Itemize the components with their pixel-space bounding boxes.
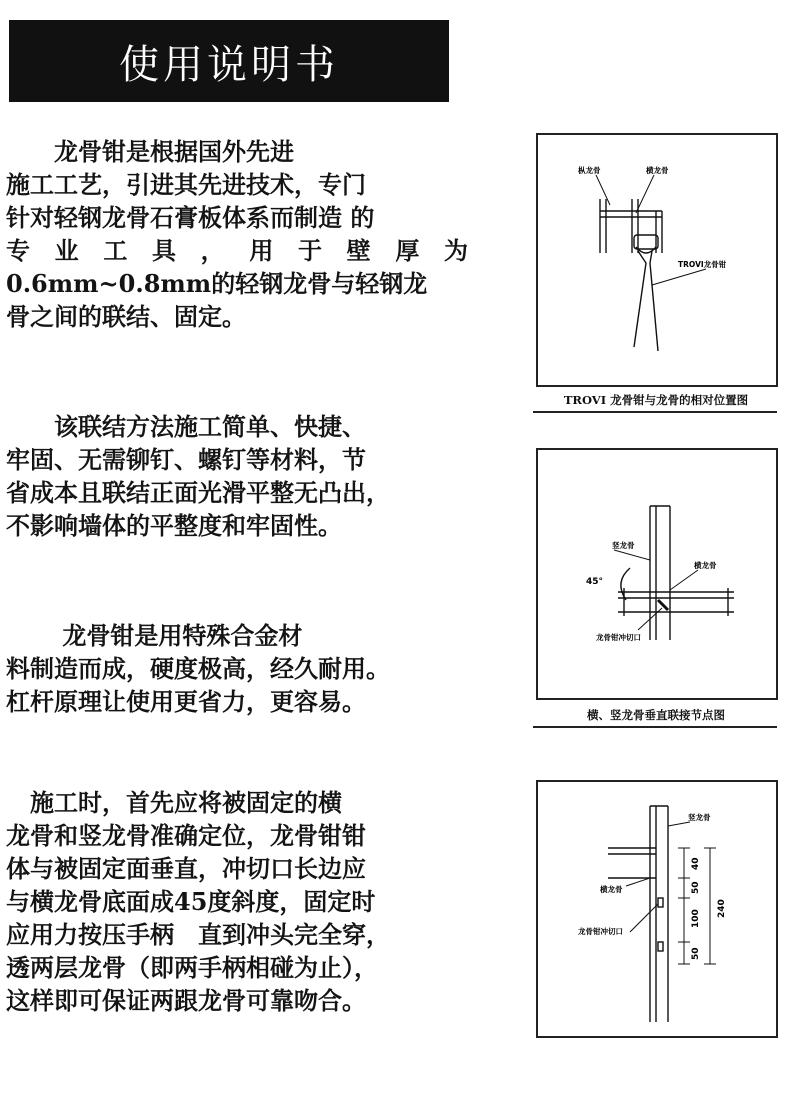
text-line: 骨之间的联结、固定。	[6, 302, 246, 331]
text-line: 应用力按压手柄 直到冲头完全穿，	[6, 920, 390, 949]
title-banner	[9, 20, 449, 102]
text-line: 针对轻钢龙骨石膏板体系而制造 的	[6, 203, 375, 232]
diagram-dimensions	[538, 782, 776, 1036]
paragraph-intro	[6, 135, 468, 333]
text-line: 不影响墙体的平整度和牢固性。	[6, 511, 342, 540]
dimension-label: 40	[691, 857, 701, 870]
text-line: 与横龙骨底面成45度斜度，固定时	[6, 887, 376, 916]
figure-tool-position	[536, 133, 778, 387]
caption-rule	[533, 726, 777, 728]
caption-rule	[533, 411, 777, 413]
text-line: 龙骨和竖龙骨准确定位，龙骨钳钳	[6, 821, 366, 850]
text-line: 牢固、无需铆钉、螺钉等材料，节	[6, 445, 366, 474]
page-title: 使用说明书	[119, 41, 339, 88]
label-vertical: 竖龙骨	[612, 541, 635, 550]
label-tool: TROVI龙骨钳	[678, 260, 727, 269]
caption-figure-2: 横、竖龙骨垂直联接节点图	[587, 708, 725, 722]
paragraph-usage	[6, 786, 468, 1017]
text-line: 省成本且联结正面光滑平整无凸出，	[6, 478, 390, 507]
caption-figure-1: TROVI 龙骨钳与龙骨的相对位置图	[563, 393, 749, 407]
text-line: 专业工具，用于壁厚为	[6, 236, 468, 265]
label-vertical: 竖龙骨	[688, 813, 711, 822]
dimension-total-label: 240	[717, 899, 727, 918]
paragraph-material	[6, 619, 468, 718]
label-horizontal: 横龙骨	[694, 561, 717, 570]
label-cut: 龙骨钳冲切口	[596, 633, 641, 642]
dimension-label: 50	[691, 947, 701, 960]
figure-joint-node	[536, 448, 778, 700]
diagram-tool-position	[538, 135, 776, 385]
label-horizontal: 横龙骨	[646, 166, 669, 175]
paragraph-method	[6, 410, 468, 542]
text-line: 0.6mm~0.8mm的轻钢龙骨与轻钢龙	[6, 269, 428, 298]
dimension-label: 100	[691, 909, 701, 928]
text-line: 施工时，首先应将被固定的横	[6, 788, 342, 817]
dimension-label: 50	[691, 881, 701, 894]
text-line: 体与被固定面垂直，冲切口长边应	[6, 854, 366, 883]
text-line: 这样即可保证两跟龙骨可靠吻合。	[6, 986, 366, 1015]
text-line: 透两层龙骨（即两手柄相碰为止），	[6, 953, 378, 982]
text-line: 该联结方法施工简单、快捷、	[6, 412, 366, 441]
text-line: 施工工艺，引进其先进技术，专门	[6, 170, 366, 199]
text-line: 龙骨钳是根据国外先进	[6, 137, 294, 166]
diagram-joint-node	[538, 450, 776, 698]
text-line: 料制造而成，硬度极高，经久耐用。	[6, 654, 390, 683]
label-angle: 45°	[586, 577, 604, 587]
label-horizontal: 横龙骨	[600, 885, 623, 894]
text-line: 龙骨钳是用特殊合金材	[6, 621, 303, 650]
label-vertical: 枞龙骨	[578, 166, 601, 175]
text-line: 杠杆原理让使用更省力，更容易。	[6, 687, 366, 716]
figure-dimensions	[536, 780, 778, 1038]
label-cut: 龙骨钳冲切口	[578, 927, 623, 936]
